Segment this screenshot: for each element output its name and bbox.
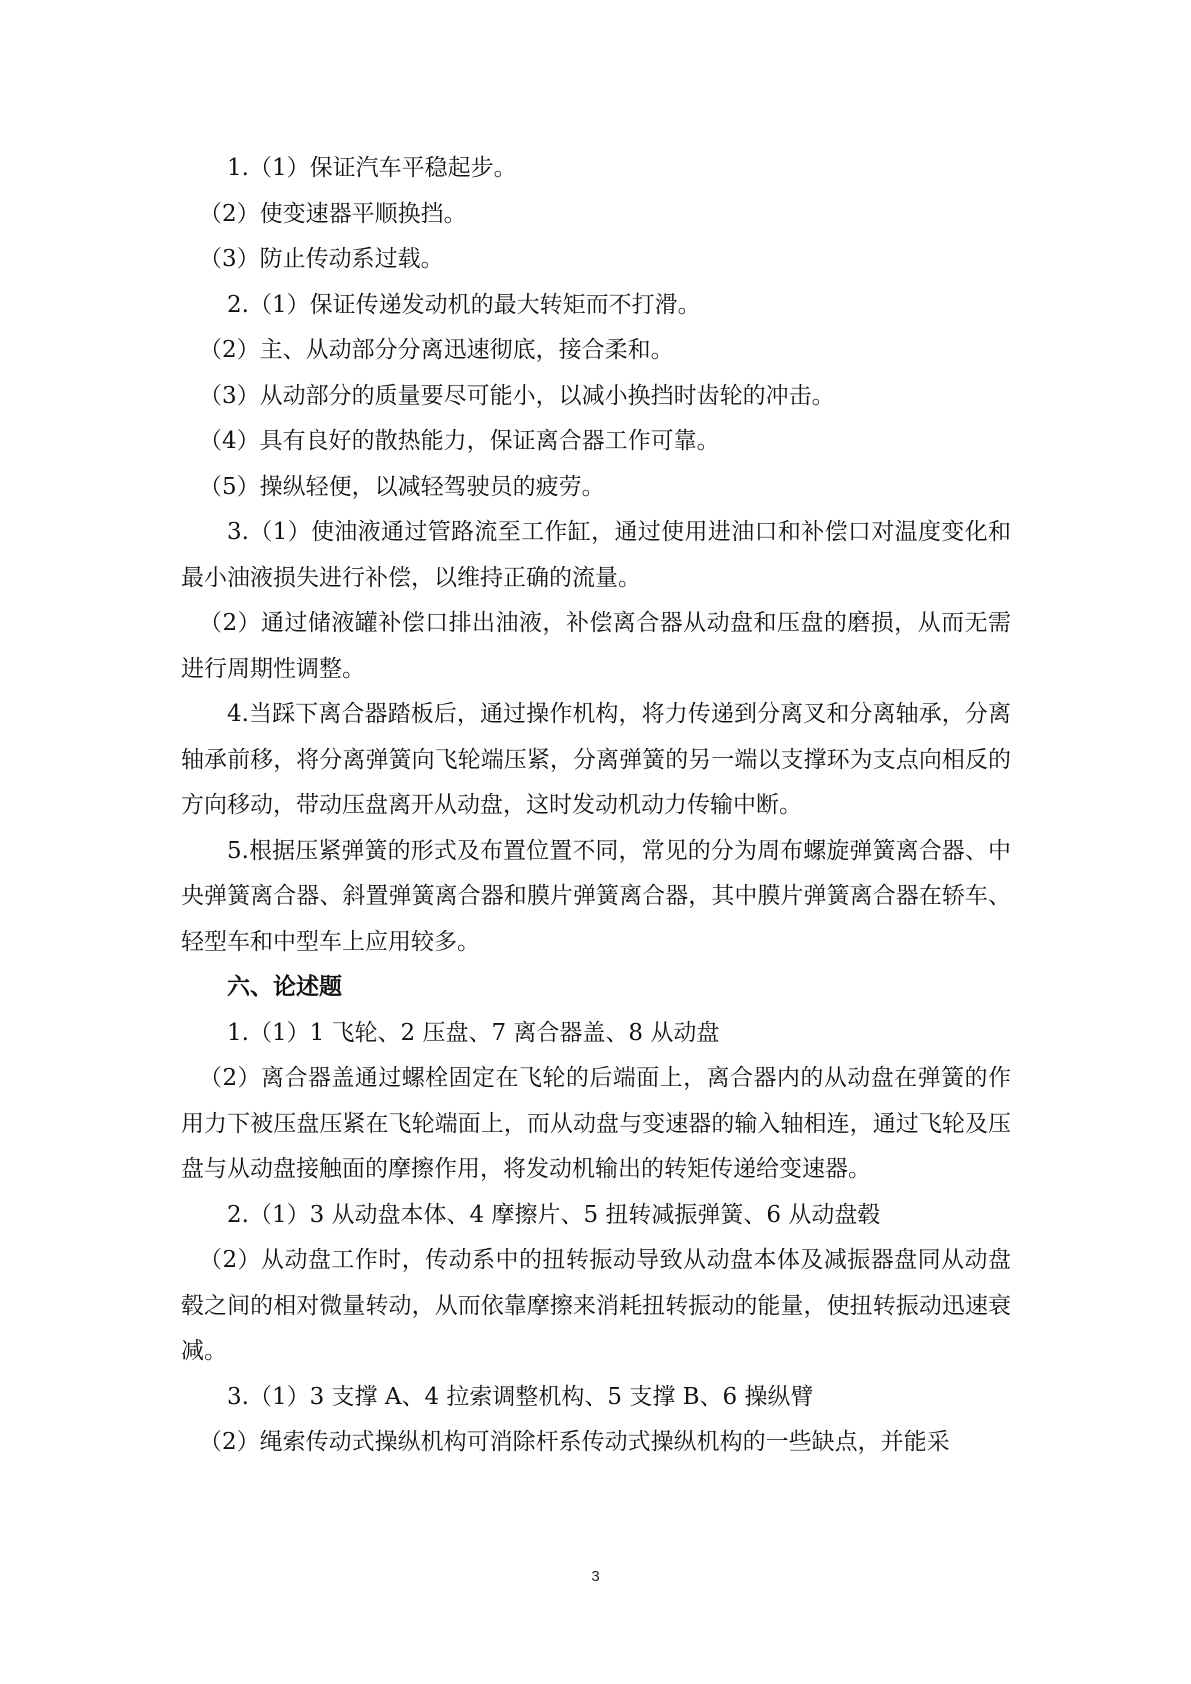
section-heading: 六、论述题	[227, 974, 342, 1000]
answer-3-1: 3.（1）使油液通过管路流至工作缸，通过使用进油口和补偿口对温度变化和最小油液损失进行补偿，以维持正确的流量。	[181, 519, 1011, 591]
answer-5: 5.根据压紧弹簧的形式及布置位置不同，常见的分为周布螺旋弹簧离合器、中央弹簧离合器、斜置弹簧离合器和膜片弹簧离合器，其中膜片弹簧离合器在轿车、轻型车和中型车上应用较多。	[181, 837, 1011, 955]
page-body	[181, 146, 1011, 1466]
answer-2-5: （5）操纵轻便，以减轻驾驶员的疲劳。	[199, 473, 605, 500]
essay-3-1: 3.（1）3 支撑 A、4 拉索调整机构、5 支撑 B、6 操纵臂	[227, 1383, 814, 1410]
essay-2-2: （2）从动盘工作时，传动系中的扭转振动导致从动盘本体及减振器盘同从动盘毂之间的相对微量转动，从而依靠摩擦来消耗扭转振动的能量，使扭转振动迅速衰减。	[181, 1247, 1011, 1364]
answer-1-3: （3）防止传动系过载。	[199, 246, 444, 272]
page-number: 3	[591, 1568, 600, 1585]
essay-3-2: （2）绳索传动式操纵机构可消除杆系传动式操纵机构的一些缺点，并能采	[199, 1429, 950, 1455]
answer-2-3: （3）从动部分的质量要尽可能小，以减小换挡时齿轮的冲击。	[199, 382, 835, 409]
answer-1-1: 1.（1）保证汽车平稳起步。	[227, 155, 517, 181]
answer-1-2: （2）使变速器平顺换挡。	[199, 200, 467, 227]
answer-2-1: 2.（1）保证传递发动机的最大转矩而不打滑。	[227, 291, 701, 318]
essay-1-1: 1.（1）1 飞轮、2 压盘、7 离合器盖、8 从动盘	[227, 1019, 720, 1046]
answer-2-2: （2）主、从动部分分离迅速彻底，接合柔和。	[199, 337, 674, 363]
answer-2-4: （4）具有良好的散热能力，保证离合器工作可靠。	[199, 428, 720, 454]
answer-3-2: （2）通过储液罐补偿口排出油液，补偿离合器从动盘和压盘的磨损，从而无需进行周期性调整。	[181, 610, 1011, 682]
essay-2-1: 2.（1）3 从动盘本体、4 摩擦片、5 扭转减振弹簧、6 从动盘毂	[227, 1201, 881, 1228]
answer-4: 4.当踩下离合器踏板后，通过操作机构，将力传递到分离叉和分离轴承，分离轴承前移，将分离弹簧向飞轮端压紧，分离弹簧的另一端以支撑环为支点向相反的方向移动，带动压盘离开从动盘，这时发动机动力传输中断。	[181, 701, 1011, 818]
essay-1-2: （2）离合器盖通过螺栓固定在飞轮的后端面上，离合器内的从动盘在弹簧的作用力下被压盘压紧在飞轮端面上，而从动盘与变速器的输入轴相连，通过飞轮及压盘与从动盘接触面的摩擦作用，将发动机输出的转矩传递给变速器。	[181, 1065, 1011, 1182]
